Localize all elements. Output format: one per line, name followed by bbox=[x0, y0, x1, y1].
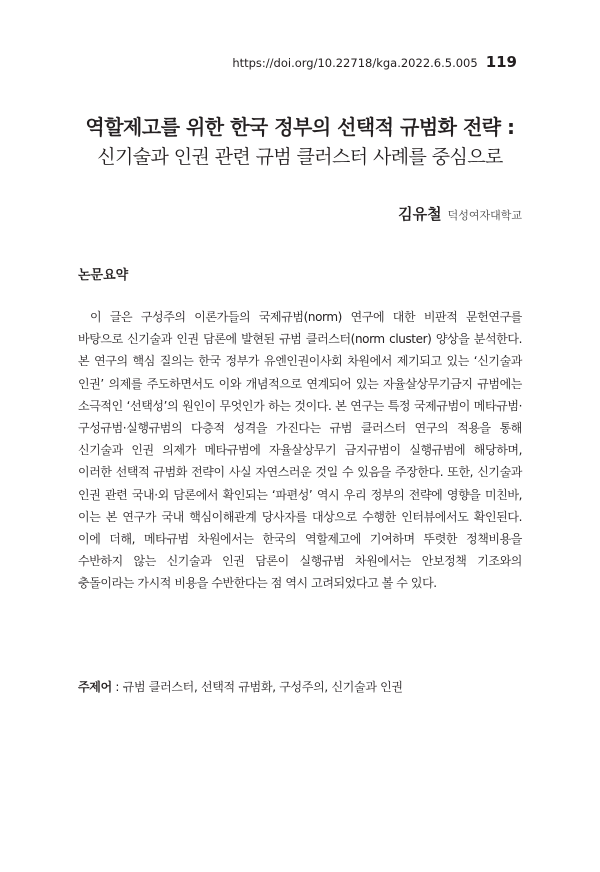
doi-link[interactable]: https://doi.org/10.22718/kga.2022.6.5.005 bbox=[232, 56, 478, 70]
abstract-body: 이 글은 구성주의 이론가들의 국제규범(norm) 연구에 대한 비판적 문헌연구를 바탕으로 신기술과 인권 담론에 발현된 규범 클러스터(norm cluster) 양상을 분석한다. 본 연구의 핵심 질의는 한국 정부가 유엔인권이사회 차원에서 제기되고 있는 ‘신기술과 인권’ 의제를 주도하면서도 이와 개념적으로 연계되어 있는 자율살상무기금지 규범에는 소극적인 ‘선택성’의 원인이 무엇인가 하는 것이다. 본 연구는 특정 국제규범이 메타규범·구성규범·실행규범의 다층적 성격을 가진다는 규범 클러스터 연구의 적용을 통해 신기술과 인권 의제가 메타규범에 자율살상무기 금지규범이 실행규범에 해당하며, 이러한 선택적 규범화 전략이 사실 자연스러운 것일 수 있음을 주장한다. 또한, 신기술과 인권 관련 국내·외 담론에서 확인되는 ‘파편성’ 역시 우리 정부의 전략에 영향을 미친바, 이는 본 연구가 국내 핵심이해관계 당사자를 대상으로 수행한 인터뷰에서도 확인된다. 이에 더해, 메타규범 차원에서는 한국의 역할제고에 기여하며 뚜렷한 정책비용을 수반하지 않는 신기술과 인권 담론이 실행규범 차원에서는 안보정책 기조와의 충돌이라는 가시적 비용을 수반한다는 점 역시 고려되었다고 볼 수 있다. bbox=[78, 310, 522, 591]
keywords-label: 주제어 bbox=[78, 680, 112, 694]
keywords-line bbox=[78, 678, 403, 695]
abstract-heading: 논문요약 bbox=[78, 268, 129, 283]
title-subtitle: 신기술과 인권 관련 규범 클러스터 사례를 중심으로 bbox=[97, 146, 503, 168]
paper-title bbox=[78, 112, 522, 172]
keywords-separator: : bbox=[111, 680, 123, 694]
author-affiliation: 덕성여자대학교 bbox=[447, 209, 522, 222]
keywords-text: 규범 클러스터, 선택적 규범화, 구성주의, 신기술과 인권 bbox=[122, 680, 403, 694]
author-line bbox=[398, 203, 522, 224]
page-number: 119 bbox=[485, 53, 517, 71]
page-header bbox=[232, 53, 517, 71]
title-main: 역할제고를 위한 한국 정부의 선택적 규범화 전략 : bbox=[85, 115, 515, 139]
author-name: 김유철 bbox=[398, 205, 442, 223]
